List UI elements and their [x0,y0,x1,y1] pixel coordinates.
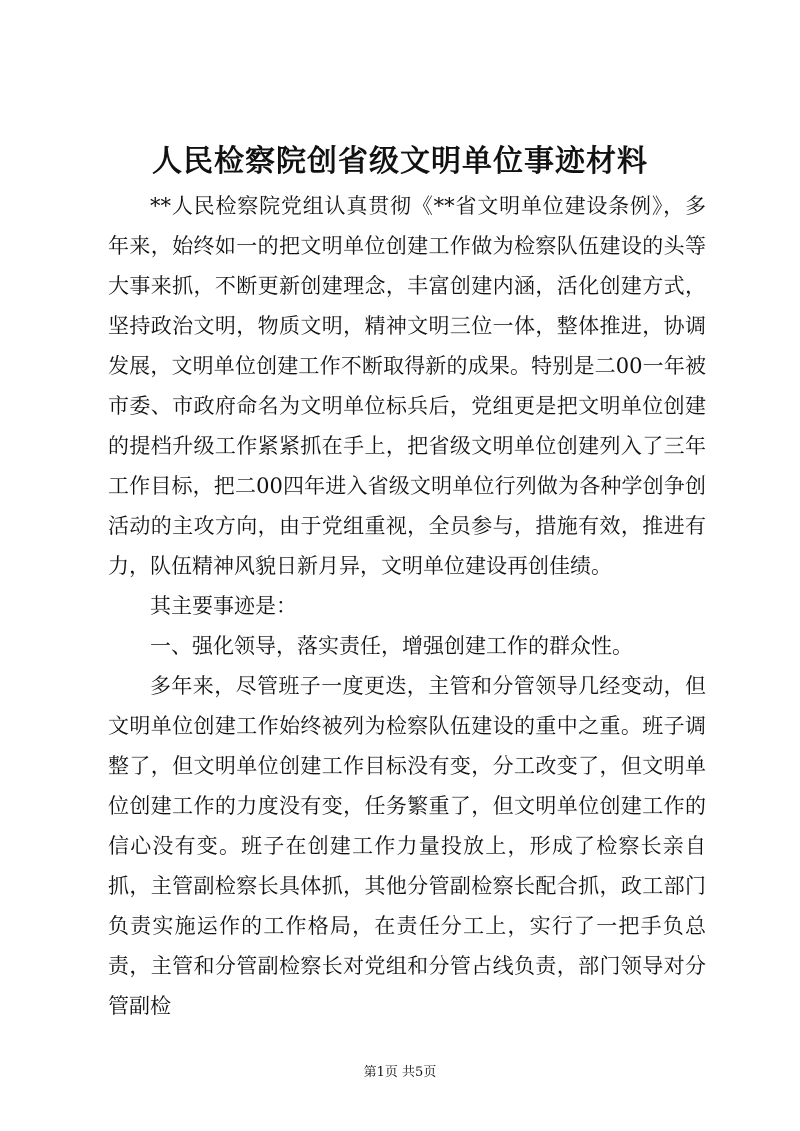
paragraph-section-1-body: 多年来，尽管班子一度更迭，主管和分管领导几经变动，但文明单位创建工作始终被列为检察队伍建设的重中之重。班子调整了，但文明单位创建工作目标没有变，分工改变了，但文明单位创建工作的力度没有变，任务繁重了，但文明单位创建工作的信心没有变。班子在创建工作力量投放上，形成了检察长亲自抓，主管副检察长具体抓，其他分管副检察长配合抓，政工部门负责实施运作的工作格局，在责任分工上，实行了一把手负总责，主管和分管副检察长对党组和分管占线负责，部门领导对分管副检 [108,674,706,1018]
page-number-footer: 第1页 共5页 [363,1065,437,1080]
paragraph-section-heading-1: 一、强化领导，落实责任，增强创建工作的群众性。 [150,634,633,658]
paragraph-main-deeds: 其主要事迹是： [150,594,297,618]
document-body [108,186,706,1026]
paragraph-intro: **人民检察院党组认真贯彻《**省文明单位建设条例》，多年来，始终如一的把文明单位创建工作做为检察队伍建设的头等大事来抓，不断更新创建理念，丰富创建内涵，活化创建方式，坚持政治文明，物质文明，精神文明三位一体，整体推进，协调发展，文明单位创建工作不断取得新的成果。特别是二00一年被市委、市政府命名为文明单位标兵后，党组更是把文明单位创建的提档升级工作紧紧抓在手上，把省级文明单位创建列入了三年工作目标，把二00四年进入省级文明单位行列做为各种学创争创活动的主攻方向，由于党组重视，全员参与，措施有效，推进有力，队伍精神风貌日新月异，文明单位建设再创佳绩。 [108,194,706,578]
document-title: 人民检察院创省级文明单位事迹材料 [152,144,648,179]
